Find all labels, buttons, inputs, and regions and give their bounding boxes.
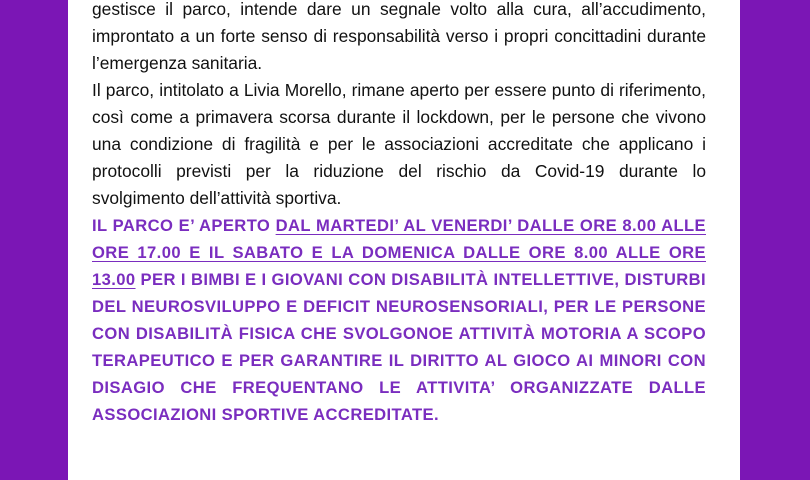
document-page (68, 0, 740, 480)
opening-hours: DAL MARTEDI’ AL VENERDI’ DALLE ORE 8.00 ALLE ORE 17.00 E IL SABATO E LA DOMENICA DALLE ORE 8.00 ALLE ORE 13.00 (92, 216, 706, 289)
paragraph-park-open: Il parco, intitolato a Livia Morello, rimane aperto per essere punto di riferimento, così come a primavera scorsa durante il lockdown, per le persone che vivono una condizione di fragilità e per le associazioni accreditate che applicano i protocolli previsti per la riduzione del rischio da Covid-19 durante lo svolgimento dell’attività sportiva. (92, 80, 706, 208)
paragraph-park-management: gestisce il parco, intende dare un segnale volto alla cura, all’accudimento, improntato a un forte senso di responsabilità verso i propri concittadini durante l’emergenza sanitaria. (92, 0, 706, 73)
document-content (92, 0, 706, 428)
opening-hours-announcement (92, 212, 706, 428)
announcement-eligibility: PER I BIMBI E I GIOVANI CON DISABILITÀ INTELLETTIVE, DISTURBI DEL NEUROSVILUPPO E DEFICIT NEUROSENSORIALI, PER LE PERSONE CON DISABILITÀ FISICA CHE SVOLGONOE ATTIVITÀ MOTORIA A SCOPO TERAPEUTICO E PER GARANTIRE IL DIRITTO AL GIOCO AI MINORI CON DISAGIO CHE FREQUENTANO LE ATTIVITA’ ORGANIZZATE DALLE ASSOCIAZIONI SPORTIVE ACCREDITATE. (92, 270, 706, 424)
announcement-intro: IL PARCO E’ APERTO (92, 216, 276, 235)
